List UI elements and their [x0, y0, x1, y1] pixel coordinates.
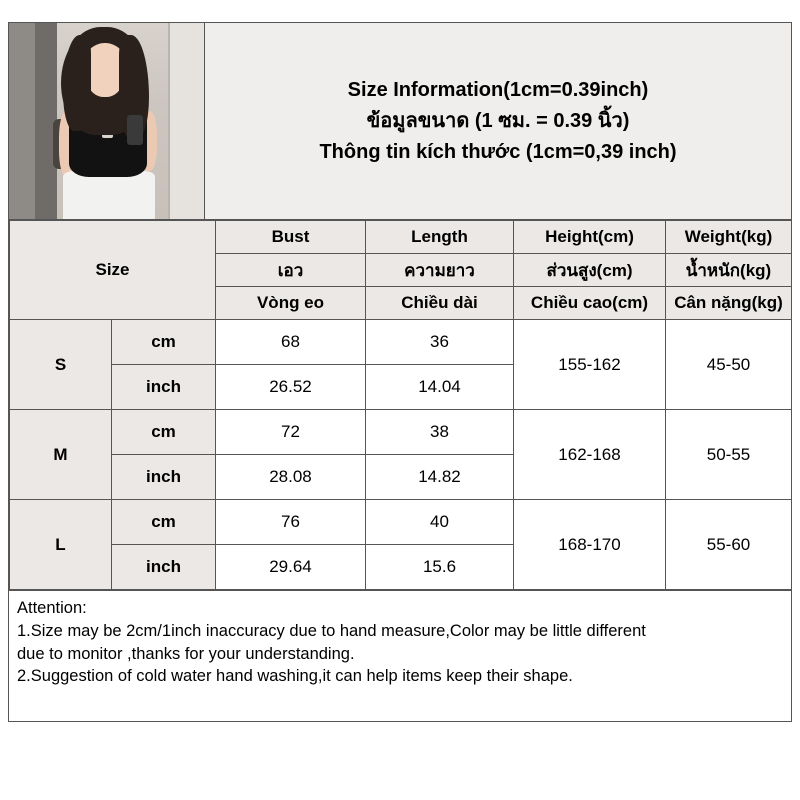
header-height-th: ส่วนสูง(cm) — [514, 254, 666, 287]
length-inch-l: 15.6 — [366, 545, 514, 590]
table-row — [10, 320, 792, 365]
length-cm-m: 38 — [366, 410, 514, 455]
measurements-table — [9, 220, 792, 590]
length-inch-s: 14.04 — [366, 365, 514, 410]
unit-inch-l: inch — [112, 545, 216, 590]
title-vietnamese: Thông tin kích thước (1cm=0,39 inch) — [319, 140, 677, 163]
weight-s: 45-50 — [666, 320, 792, 410]
header-height-en: Height(cm) — [514, 221, 666, 254]
height-l: 168-170 — [514, 500, 666, 590]
table-row — [10, 500, 792, 545]
unit-cm-s: cm — [112, 320, 216, 365]
length-cm-l: 40 — [366, 500, 514, 545]
model-photo-illustration — [9, 23, 204, 219]
table-row — [10, 410, 792, 455]
attention-line-1: 1.Size may be 2cm/1inch inaccuracy due to hand measure,Color may be little different — [17, 621, 646, 640]
unit-cm-m: cm — [112, 410, 216, 455]
height-s: 155-162 — [514, 320, 666, 410]
header-height-vi: Chiều cao(cm) — [514, 287, 666, 320]
chart-header — [9, 23, 791, 220]
unit-inch-s: inch — [112, 365, 216, 410]
bust-cm-l: 76 — [216, 500, 366, 545]
unit-inch-m: inch — [112, 455, 216, 500]
height-m: 162-168 — [514, 410, 666, 500]
title-block — [205, 23, 791, 219]
attention-line-2: due to monitor ,thanks for your understanding. — [17, 644, 355, 663]
header-weight-vi: Cân nặng(kg) — [666, 287, 792, 320]
size-chart — [8, 22, 792, 722]
header-weight-th: น้ำหนัก(kg) — [666, 254, 792, 287]
length-inch-m: 14.82 — [366, 455, 514, 500]
header-bust-en: Bust — [216, 221, 366, 254]
header-bust-vi: Vòng eo — [216, 287, 366, 320]
attention-line-3: 2.Suggestion of cold water hand washing,it can help items keep their shape. — [17, 667, 573, 686]
table-header-row-en — [10, 221, 792, 254]
row-size-l: L — [10, 500, 112, 590]
bust-cm-s: 68 — [216, 320, 366, 365]
header-length-en: Length — [366, 221, 514, 254]
attention-notes — [9, 590, 791, 721]
bust-inch-s: 26.52 — [216, 365, 366, 410]
header-bust-th: เอว — [216, 254, 366, 287]
weight-m: 50-55 — [666, 410, 792, 500]
header-length-th: ความยาว — [366, 254, 514, 287]
attention-heading: Attention: — [17, 599, 87, 617]
row-size-m: M — [10, 410, 112, 500]
length-cm-s: 36 — [366, 320, 514, 365]
weight-l: 55-60 — [666, 500, 792, 590]
header-length-vi: Chiều dài — [366, 287, 514, 320]
title-english: Size Information(1cm=0.39inch) — [347, 78, 649, 101]
header-weight-en: Weight(kg) — [666, 221, 792, 254]
unit-cm-l: cm — [112, 500, 216, 545]
bust-cm-m: 72 — [216, 410, 366, 455]
header-size: Size — [10, 221, 216, 320]
bust-inch-l: 29.64 — [216, 545, 366, 590]
product-photo — [9, 23, 205, 219]
bust-inch-m: 28.08 — [216, 455, 366, 500]
row-size-s: S — [10, 320, 112, 410]
title-thai: ข้อมูลขนาด (1 ซม. = 0.39 นิ้ว) — [366, 109, 630, 132]
